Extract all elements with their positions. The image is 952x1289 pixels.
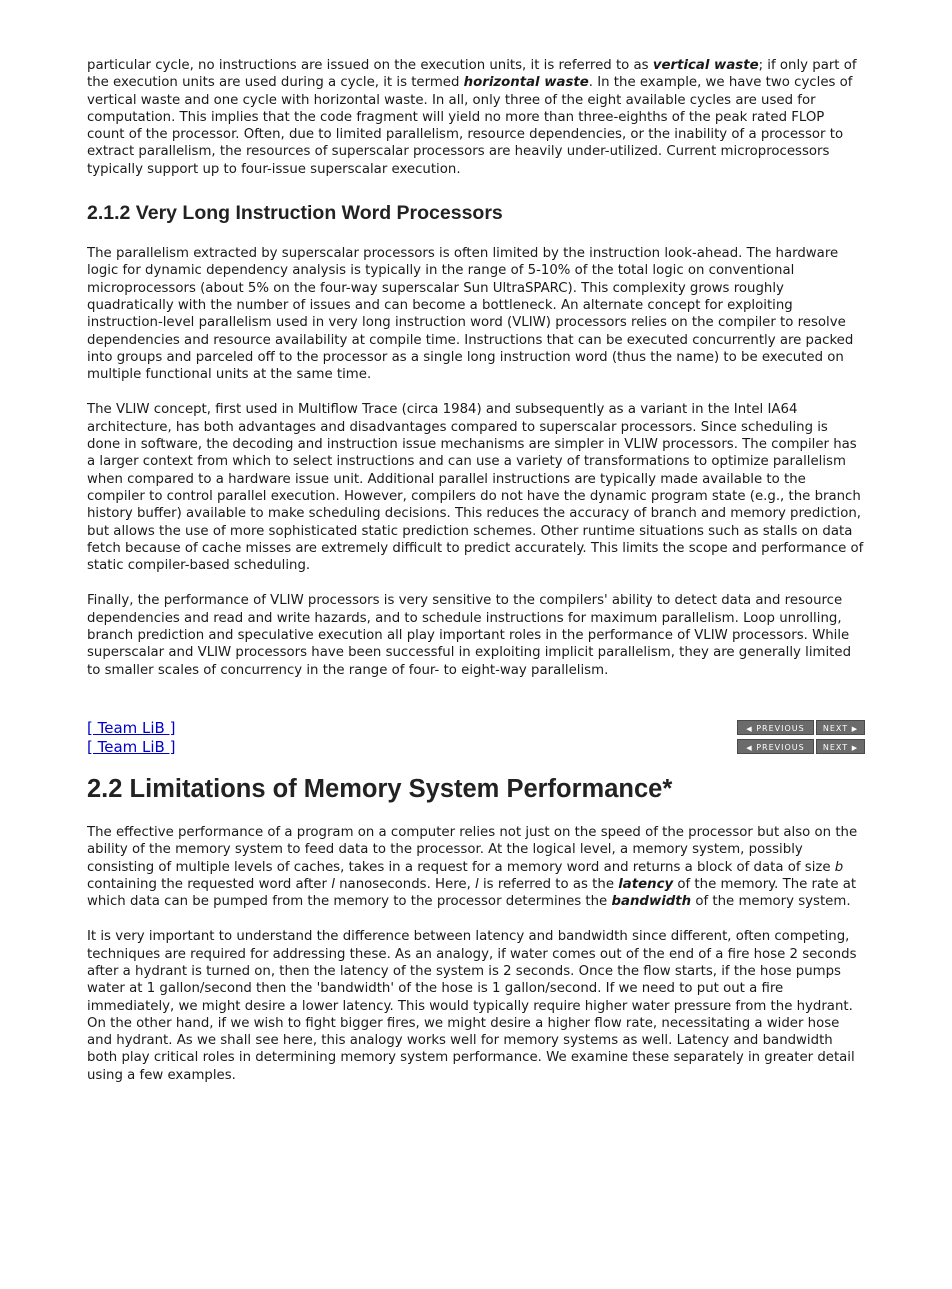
section-heading-memory: 2.2 Limitations of Memory System Performance* [87, 774, 673, 803]
var-b: b [834, 859, 844, 875]
page-content [87, 57, 865, 1084]
text-run: of the memory. The rate at which data can be pumped from the memory to the processor determines the [87, 876, 857, 910]
text-run: of the memory system. [691, 894, 851, 910]
section-heading-vliw: 2.1.2 Very Long Instruction Word Processors [87, 202, 503, 225]
previous-button[interactable] [737, 739, 814, 754]
var-l: l [475, 876, 479, 892]
nav-buttons [737, 739, 865, 754]
text-run: is referred to as the [478, 876, 619, 892]
nav-bar-top [87, 738, 865, 756]
team-lib-link[interactable]: [ Team LiB ] [87, 718, 176, 737]
next-button[interactable] [816, 739, 865, 754]
nav-bar-bottom [87, 719, 865, 737]
next-label: NEXT [822, 723, 849, 733]
text-run: The effective performance of a program on a computer relies not just on the speed of the processor but also on the ability of the memory system to feed data to the processor. At the logical level, a memory system, possibly consisting of multiple levels of caches, takes in a request for a memory word and returns a block of data of size [87, 824, 858, 875]
paragraph-waste [87, 57, 865, 178]
text-run: . In the example, we have two cycles of vertical waste and one cycle with horizontal waste. In all, only three of the eight available cycles are used for computation. This implies that the code fragment will yield no more than three-eighths of the peak rated FLOP count of the processor. Often, due to limited parallelism, resource dependencies, or the inability of a processor to extract parallelism, the resources of superscalar processors are heavily under-utilized. Current microprocessors typically support up to four-issue superscalar execution. [87, 75, 853, 177]
text-run: containing the requested word after [87, 876, 332, 892]
term-horizontal-waste: horizontal waste [463, 75, 589, 91]
text-run: ; if only part of the execution units are used during a cycle, it is termed [87, 58, 857, 91]
term-latency: latency [618, 876, 674, 892]
arrow-right-icon: ▶ [851, 724, 859, 733]
previous-label: PREVIOUS [756, 723, 805, 733]
team-lib-link[interactable]: [ Team LiB ] [87, 737, 176, 756]
arrow-right-icon: ▶ [851, 743, 859, 752]
paragraph-latency-bandwidth: It is very important to understand the difference between latency and bandwidth since different, often competing, techniques are required for addressing these. As an analogy, if water comes out of the end of a fire hose 2 seconds after a hydrant is turned on, then the latency of the system is 2 seconds. Once the flow starts, if the hose pumps water at 1 gallon/second then the 'bandwidth' of the hose is 1 gallon/second. If we need to put out a fire immediately, we might desire a lower latency. This would typically require higher water pressure from the hydrant. On the other hand, if we wish to fight bigger fires, we might desire a higher flow rate, necessitating a wider hose and hydrant. As we shall see here, this analogy works well for memory systems as well. Latency and bandwidth both play critical roles in determining memory system performance. We examine these separately in greater detail using a few examples. [87, 929, 857, 1083]
paragraph-vliw-concept: The VLIW concept, first used in Multiflow Trace (circa 1984) and subsequently as a variant in the Intel IA64 architecture, has both advantages and disadvantages compared to superscalar processors. Since scheduling is done in software, the decoding and instruction issue mechanisms are simpler in VLIW processors. The compiler has a larger context from which to select instructions and can use a variety of transformations to optimize parallelism when compared to a hardware issue unit. Additional parallel instructions are typically made available to the compiler to control parallel execution. However, compilers do not have the dynamic program state (e.g., the branch history buffer) available to make scheduling decisions. This reduces the accuracy of branch and memory prediction, but allows the use of more sophisticated static prediction schemes. Other runtime situations such as stalls on data fetch because of cache misses are extremely difficult to predict accurately. This limits the scope and performance of static compiler-based scheduling. [87, 402, 864, 574]
text-run: nanoseconds. Here, [334, 876, 476, 892]
paragraph-vliw-performance: Finally, the performance of VLIW processors is very sensitive to the compilers' ability to detect data and resource dependencies and read and write hazards, and to schedule instructions for maximum parallelism. Loop unrolling, branch prediction and speculative execution all play important roles in the performance of VLIW processors. While superscalar and VLIW processors have been successful in exploiting implicit parallelism, they are generally limited to smaller scales of concurrency in the range of four- to eight-way parallelism. [87, 593, 852, 678]
arrow-left-icon: ◀ [746, 743, 753, 752]
paragraph-vliw-intro: The parallelism extracted by superscalar processors is often limited by the instruction look-ahead. The hardware logic for dynamic dependency analysis is typically in the range of 5-10% of the total logic on conventional microprocessors (about 5% on the four-way superscalar Sun UltraSPARC). This complexity grows roughly quadratically with the number of issues and can become a bottleneck. An alternate concept for exploiting instruction-level parallelism used in very long instruction word (VLIW) processors relies on the compiler to resolve dependencies and resource availability at compile time. Instructions that can be executed concurrently are packed into groups and parceled off to the processor as a single long instruction word (thus the name) to be executed on multiple functional units at the same time. [87, 246, 854, 383]
term-vertical-waste: vertical waste [652, 58, 759, 73]
previous-label: PREVIOUS [756, 742, 805, 752]
paragraph-memory-intro [87, 824, 865, 910]
term-bandwidth: bandwidth [611, 894, 692, 910]
text-run: particular cycle, no instructions are issued on the execution units, it is referred to as [87, 58, 653, 73]
next-label: NEXT [822, 742, 849, 752]
next-button[interactable] [816, 720, 865, 735]
nav-buttons [737, 720, 865, 735]
var-l: l [331, 876, 335, 892]
spacer [87, 679, 865, 719]
arrow-left-icon: ◀ [746, 724, 753, 733]
previous-button[interactable] [737, 720, 814, 735]
